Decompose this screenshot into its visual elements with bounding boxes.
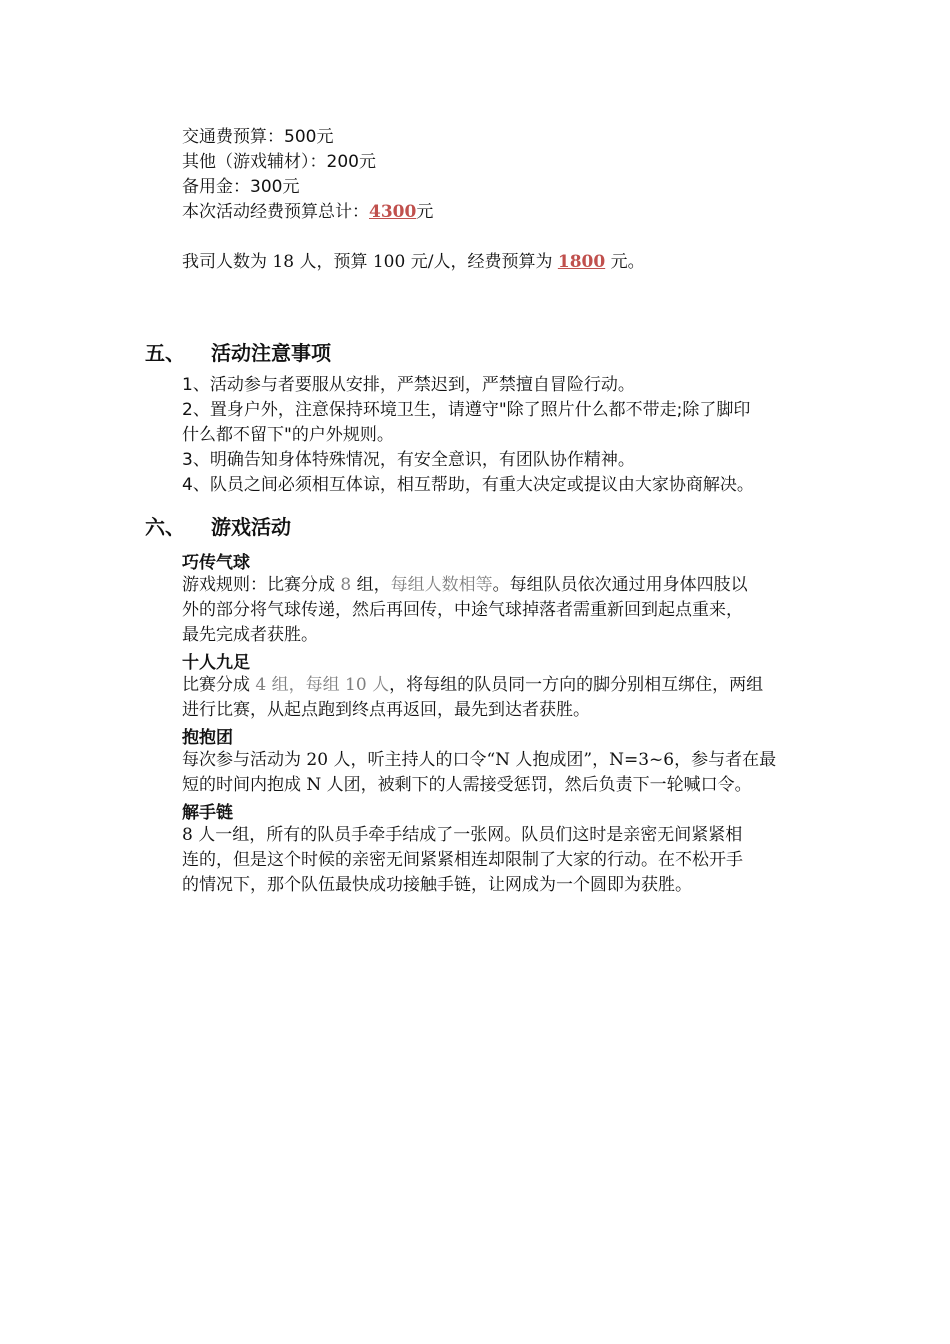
section5-item-4: 4、队员之间必须相互体谅，相互帮助，有重大决定或提议由大家协商解决。 [182,475,754,495]
budget-transport [182,125,333,149]
game4-line-1: 8 人一组，所有的队员手牵手结成了一张网。队员们这时是亲密无间紧紧相 [182,825,743,845]
game2-group-count: 4 [255,675,267,695]
section5-item-2: 2、置身户外，注意保持环境卫生，请遵守"除了照片什么都不带走;除了脚印 [182,400,751,420]
game2-line1-a: 比赛分成 [182,675,250,695]
section5-title: 活动注意事项 [211,341,331,365]
budget-reserve-unit: 元 [282,177,300,197]
game2-line-2: 进行比赛，从起点跑到终点再返回，最先到达者获胜。 [182,700,590,720]
budget-transport-unit: 元 [316,127,334,147]
section6-heading [145,511,291,540]
game3-line-2: 短的时间内抱成 N 人团，被剩下的人需接受惩罚，然后负责下一轮喊口令。 [182,775,752,795]
game4-line-3: 的情况下，那个队伍最快成功接触手链，让网成为一个圆即为获胜。 [182,875,692,895]
section6-title: 游戏活动 [211,515,291,539]
budget-people-mid2: 元/人，经费预算为 [410,252,553,272]
budget-people-pre: 我司人数为 [182,252,267,272]
game2-line1-f: ，将每组的队员同一方向的脚分别相互绑住，两组 [389,675,764,695]
budget-people [182,250,645,274]
budget-reserve-label: 备用金： [182,177,250,197]
game1-line-2: 外的部分将气球传递，然后再回传，中途气球掉落者需重新回到起点重来， [182,600,743,620]
budget-reserve [182,175,299,199]
game2-line1-c: 组，每组 [271,675,340,695]
game1-group-count: 8 [340,575,352,595]
game2-line-1 [182,673,763,697]
budget-other-label: 其他（游戏辅材）： [182,152,327,172]
game2-line1-e: 人 [372,675,390,695]
budget-reserve-value: 300 [250,177,283,197]
game1-line-1 [182,573,748,597]
game1-title: 巧传气球 [182,553,250,573]
section5-heading [145,337,331,366]
section5-item-3: 3、明确告知身体特殊情况，有安全意识，有团队协作精神。 [182,450,635,470]
game1-line-3: 最先完成者获胜。 [182,625,318,645]
game4-line-2: 连的，但是这个时候的亲密无间紧紧相连却限制了大家的行动。在不松开手 [182,850,743,870]
budget-people-end: 元。 [610,252,645,272]
game1-line1-c: 组， [356,575,391,595]
budget-total-unit: 元 [416,202,434,222]
game1-equal-note: 每组人数相等 [390,575,493,595]
section5-number: 五、 [145,341,185,365]
budget-other-value: 200 [326,152,359,172]
game3-line-1: 每次参与活动为 20 人，听主持人的口令“N 人抱成团”，N=3~6，参与者在最 [182,750,777,770]
budget-transport-label: 交通费预算： [182,127,284,147]
budget-transport-value: 500 [284,127,317,147]
section5-item-2-cont: 什么都不留下"的户外规则。 [182,425,394,445]
section6-number: 六、 [145,515,185,539]
budget-people-count: 18 [272,252,295,272]
budget-people-total: 1800 [557,252,606,272]
game2-people-count: 10 [345,675,367,695]
budget-other [182,150,376,174]
game1-line1-a: 游戏规则：比赛分成 [182,575,335,595]
game4-title: 解手链 [182,803,233,823]
section5-item-1: 1、活动参与者要服从安排，严禁迟到，严禁擅自冒险行动。 [182,375,635,395]
game1-line1-e: 。每组队员依次通过用身体四肢以 [492,575,748,595]
budget-total [182,200,433,224]
budget-per-person: 100 [372,252,406,272]
game3-title: 抱抱团 [182,728,233,748]
budget-total-label: 本次活动经费预算总计： [182,202,369,222]
budget-other-unit: 元 [358,152,376,172]
budget-total-value: 4300 [369,202,417,222]
game2-title: 十人九足 [182,653,250,673]
budget-people-mid1: 人，预算 [299,252,368,272]
